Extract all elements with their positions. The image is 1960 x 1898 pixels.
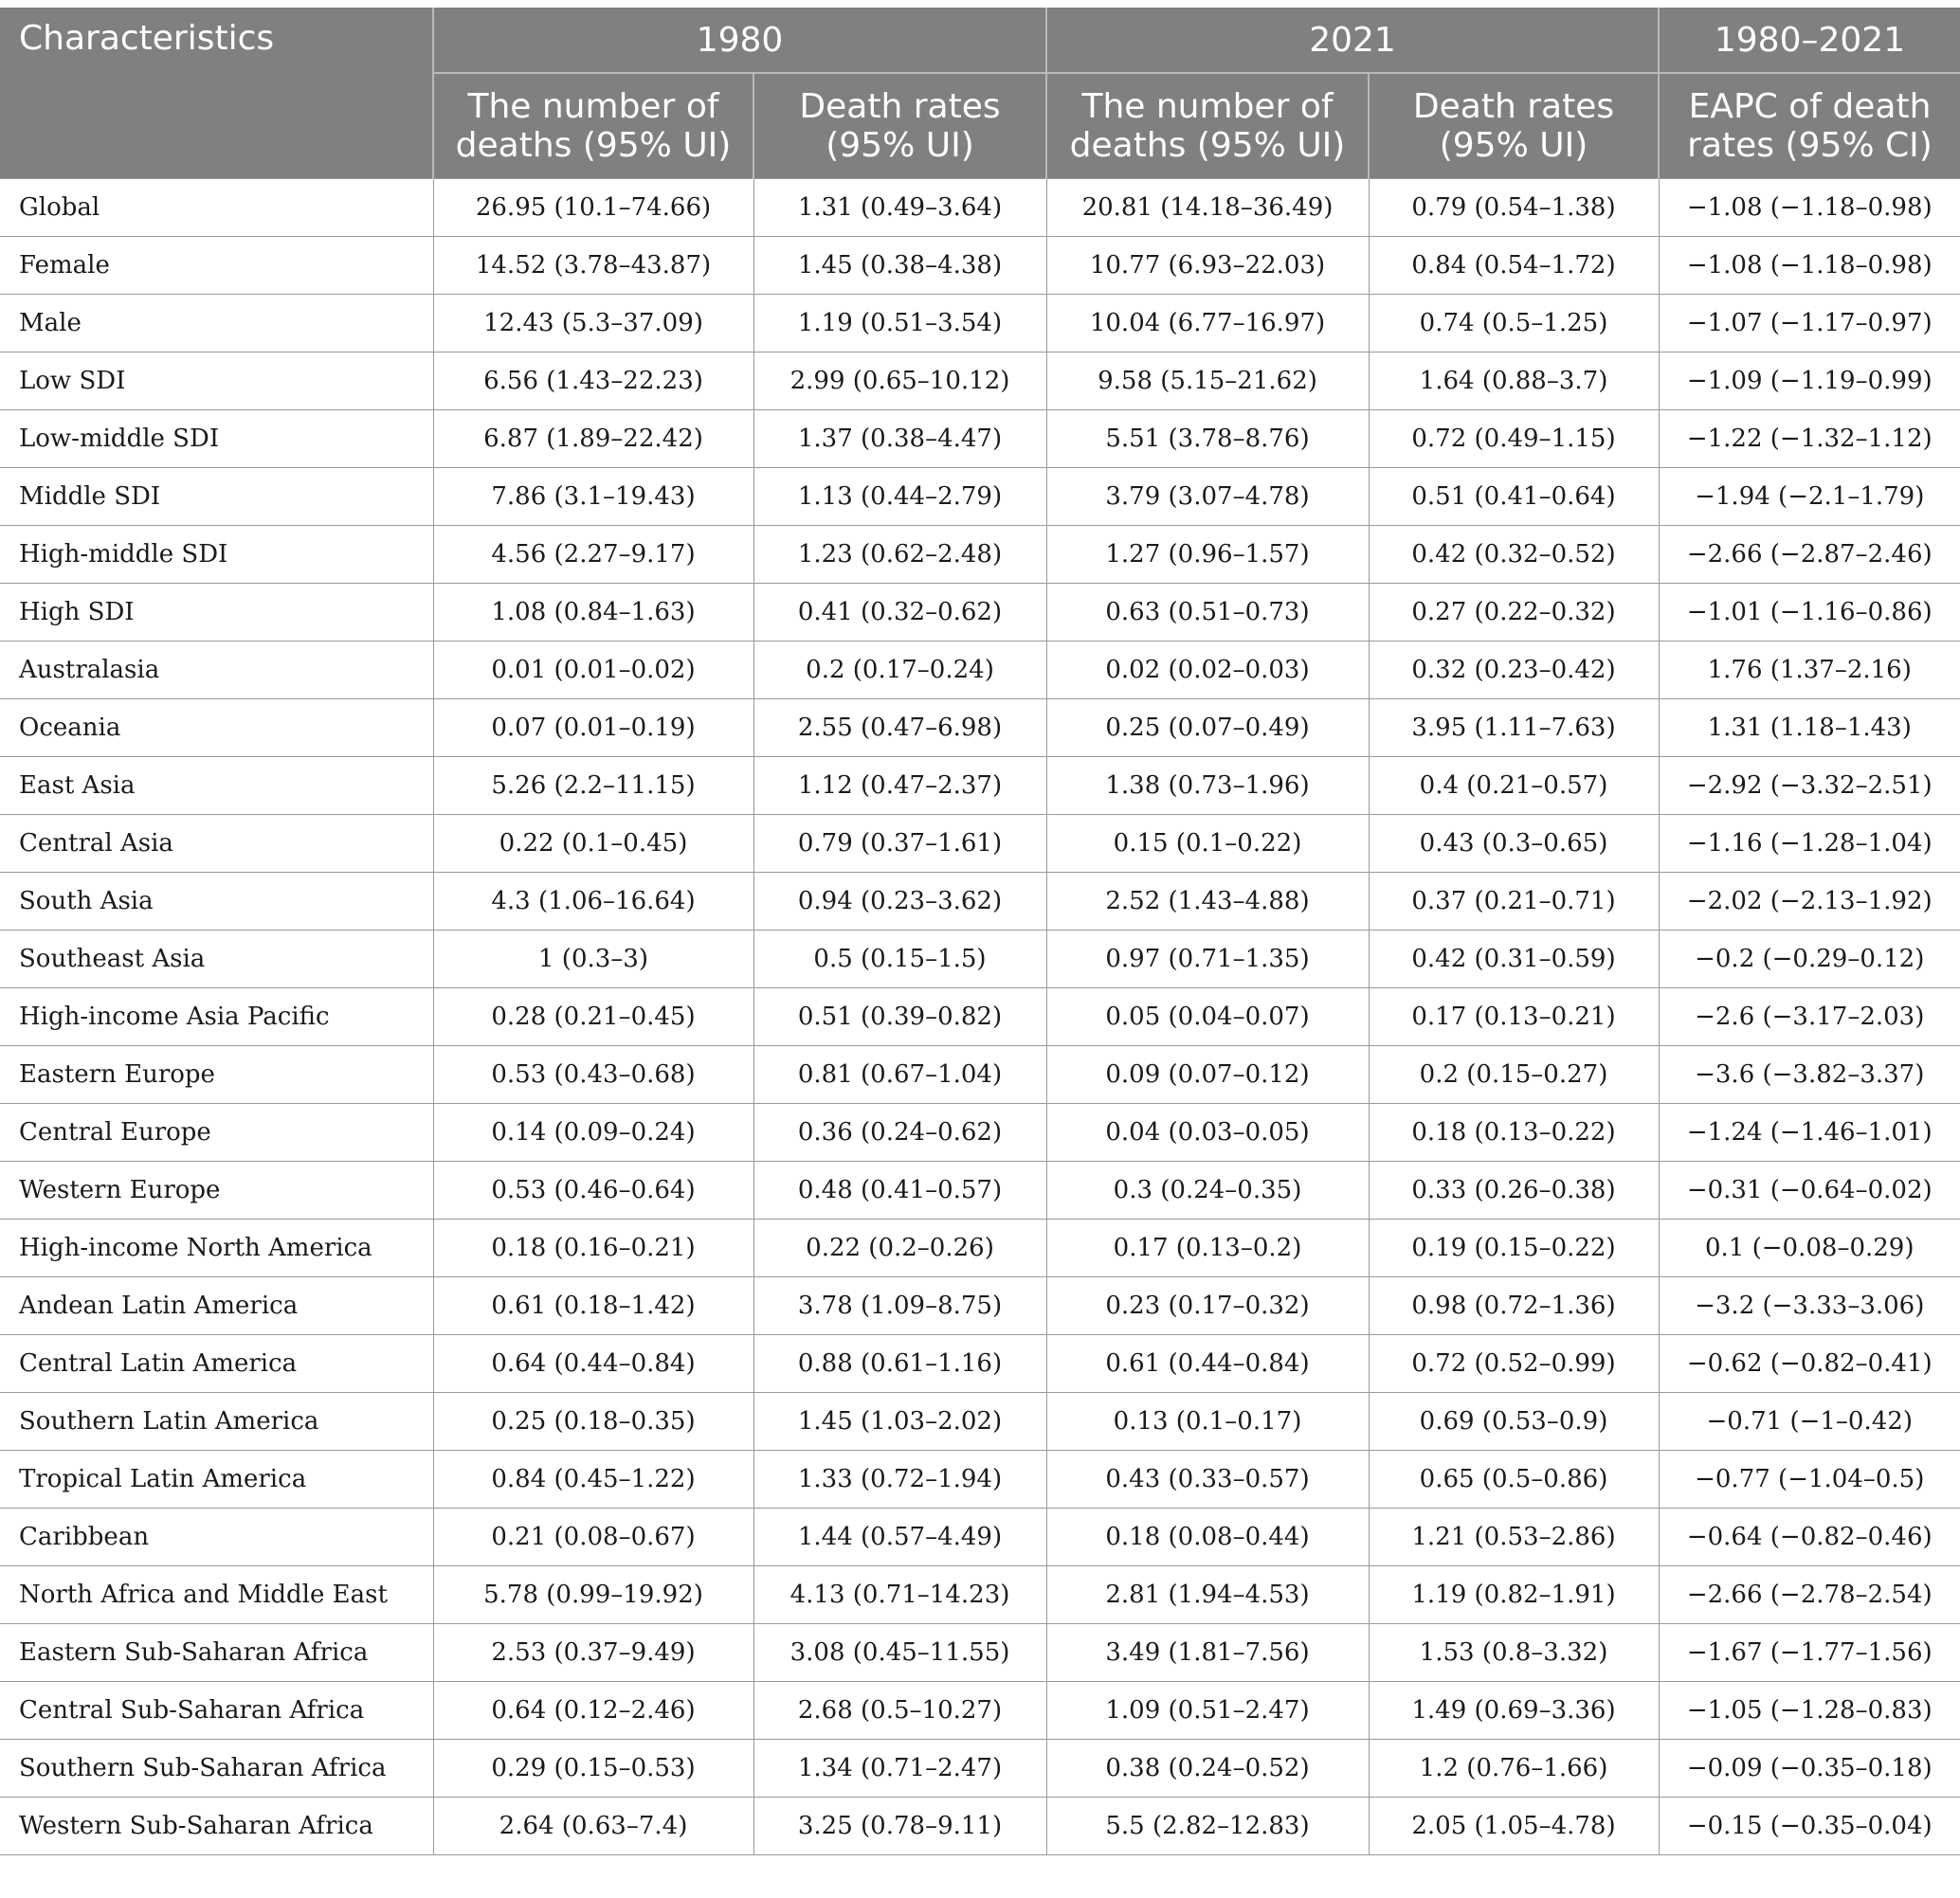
table-cell: 0.43 (0.33–0.57) [1046, 1451, 1369, 1509]
table-cell: 0.69 (0.53–0.9) [1369, 1393, 1659, 1451]
row-label: Central Europe [0, 1104, 433, 1162]
table-row [0, 410, 1960, 468]
table-cell: 0.19 (0.15–0.22) [1369, 1220, 1659, 1277]
table-cell: −2.6 (−3.17–2.03) [1659, 988, 1960, 1046]
table-row [0, 988, 1960, 1046]
table-cell: 0.01 (0.01–0.02) [433, 642, 753, 699]
row-label: Female [0, 237, 433, 295]
table-cell: 1.12 (0.47–2.37) [753, 757, 1046, 815]
table-cell: 0.65 (0.5–0.86) [1369, 1451, 1659, 1509]
table-cell: 0.48 (0.41–0.57) [753, 1162, 1046, 1220]
table-cell: 6.56 (1.43–22.23) [433, 352, 753, 410]
table-cell: 3.25 (0.78–9.11) [753, 1798, 1046, 1855]
table-row [0, 1104, 1960, 1162]
table-cell: −0.09 (−0.35–0.18) [1659, 1740, 1960, 1798]
table-cell: 0.4 (0.21–0.57) [1369, 757, 1659, 815]
table-header [0, 8, 1960, 179]
table-row [0, 526, 1960, 584]
table-cell: 1.2 (0.76–1.66) [1369, 1740, 1659, 1798]
row-label: High-middle SDI [0, 526, 433, 584]
table-cell: 7.86 (3.1–19.43) [433, 468, 753, 526]
subheader-rates-2021: Death rates (95% UI) [1369, 73, 1659, 179]
table-cell: 0.18 (0.13–0.22) [1369, 1104, 1659, 1162]
row-label: Global [0, 179, 433, 237]
table-row [0, 1220, 1960, 1277]
table-cell: 4.56 (2.27–9.17) [433, 526, 753, 584]
table-cell: −1.09 (−1.19–0.99) [1659, 352, 1960, 410]
row-label: High-income North America [0, 1220, 433, 1277]
table-cell: 1.44 (0.57–4.49) [753, 1509, 1046, 1566]
table-container [0, 8, 1960, 1855]
table-cell: −0.71 (−1–0.42) [1659, 1393, 1960, 1451]
row-label: Low SDI [0, 352, 433, 410]
table-cell: 5.51 (3.78–8.76) [1046, 410, 1369, 468]
table-cell: 0.23 (0.17–0.32) [1046, 1277, 1369, 1335]
table-row [0, 1162, 1960, 1220]
table-cell: 3.78 (1.09–8.75) [753, 1277, 1046, 1335]
header-group-1980-2021: 1980–2021 [1659, 8, 1960, 73]
table-row [0, 642, 1960, 699]
row-label: East Asia [0, 757, 433, 815]
row-label: Male [0, 295, 433, 352]
table-row [0, 1277, 1960, 1335]
table-cell: 0.97 (0.71–1.35) [1046, 931, 1369, 988]
table-cell: 6.87 (1.89–22.42) [433, 410, 753, 468]
table-cell: 1 (0.3–3) [433, 931, 753, 988]
row-label: Central Sub-Saharan Africa [0, 1682, 433, 1740]
row-label: Oceania [0, 699, 433, 757]
table-cell: −1.05 (−1.28–0.83) [1659, 1682, 1960, 1740]
row-label: Southern Latin America [0, 1393, 433, 1451]
table-cell: −1.67 (−1.77–1.56) [1659, 1624, 1960, 1682]
table-cell: 9.58 (5.15–21.62) [1046, 352, 1369, 410]
table-cell: 0.13 (0.1–0.17) [1046, 1393, 1369, 1451]
table-cell: 0.2 (0.17–0.24) [753, 642, 1046, 699]
table-cell: 1.23 (0.62–2.48) [753, 526, 1046, 584]
table-cell: 0.79 (0.54–1.38) [1369, 179, 1659, 237]
table-cell: −0.2 (−0.29–0.12) [1659, 931, 1960, 988]
row-label: Middle SDI [0, 468, 433, 526]
row-label: Tropical Latin America [0, 1451, 433, 1509]
row-label: Andean Latin America [0, 1277, 433, 1335]
table-row [0, 1451, 1960, 1509]
table-cell: 1.33 (0.72–1.94) [753, 1451, 1046, 1509]
table-cell: 0.3 (0.24–0.35) [1046, 1162, 1369, 1220]
table-cell: 0.37 (0.21–0.71) [1369, 873, 1659, 931]
table-row [0, 1509, 1960, 1566]
table-cell: 1.53 (0.8–3.32) [1369, 1624, 1659, 1682]
row-label: Australasia [0, 642, 433, 699]
table-cell: −1.08 (−1.18–0.98) [1659, 237, 1960, 295]
row-label: Low-middle SDI [0, 410, 433, 468]
table-cell: 0.25 (0.07–0.49) [1046, 699, 1369, 757]
table-cell: 2.05 (1.05–4.78) [1369, 1798, 1659, 1855]
table-cell: 0.79 (0.37–1.61) [753, 815, 1046, 873]
header-characteristics: Characteristics [0, 8, 433, 179]
table-cell: 0.22 (0.1–0.45) [433, 815, 753, 873]
table-cell: 0.61 (0.44–0.84) [1046, 1335, 1369, 1393]
table-cell: 0.36 (0.24–0.62) [753, 1104, 1046, 1162]
table-cell: 0.15 (0.1–0.22) [1046, 815, 1369, 873]
row-label: High SDI [0, 584, 433, 642]
subheader-deaths-1980: The number of deaths (95% UI) [433, 73, 753, 179]
table-row [0, 931, 1960, 988]
table-cell: −1.01 (−1.16–0.86) [1659, 584, 1960, 642]
table-cell: 1.49 (0.69–3.36) [1369, 1682, 1659, 1740]
table-cell: 1.31 (1.18–1.43) [1659, 699, 1960, 757]
table-cell: −0.62 (−0.82–0.41) [1659, 1335, 1960, 1393]
table-cell: −0.31 (−0.64–0.02) [1659, 1162, 1960, 1220]
table-row [0, 873, 1960, 931]
row-label: Southern Sub-Saharan Africa [0, 1740, 433, 1798]
table-cell: 0.72 (0.49–1.15) [1369, 410, 1659, 468]
data-table [0, 8, 1960, 1855]
table-cell: 26.95 (10.1–74.66) [433, 179, 753, 237]
table-cell: −1.22 (−1.32–1.12) [1659, 410, 1960, 468]
row-label: High-income Asia Pacific [0, 988, 433, 1046]
table-row [0, 1046, 1960, 1104]
table-cell: 0.94 (0.23–3.62) [753, 873, 1046, 931]
table-cell: 1.45 (0.38–4.38) [753, 237, 1046, 295]
table-cell: 0.28 (0.21–0.45) [433, 988, 753, 1046]
table-row [0, 815, 1960, 873]
table-cell: −1.08 (−1.18–0.98) [1659, 179, 1960, 237]
table-cell: −0.15 (−0.35–0.04) [1659, 1798, 1960, 1855]
table-cell: 10.04 (6.77–16.97) [1046, 295, 1369, 352]
table-row [0, 295, 1960, 352]
table-cell: −1.24 (−1.46–1.01) [1659, 1104, 1960, 1162]
table-cell: 0.09 (0.07–0.12) [1046, 1046, 1369, 1104]
table-cell: 0.04 (0.03–0.05) [1046, 1104, 1369, 1162]
table-cell: −3.2 (−3.33–3.06) [1659, 1277, 1960, 1335]
table-cell: 0.07 (0.01–0.19) [433, 699, 753, 757]
table-cell: 5.5 (2.82–12.83) [1046, 1798, 1369, 1855]
header-group-1980: 1980 [433, 8, 1046, 73]
table-cell: 0.42 (0.32–0.52) [1369, 526, 1659, 584]
table-cell: 20.81 (14.18–36.49) [1046, 179, 1369, 237]
table-cell: 0.2 (0.15–0.27) [1369, 1046, 1659, 1104]
table-cell: 5.26 (2.2–11.15) [433, 757, 753, 815]
table-row [0, 1624, 1960, 1682]
row-label: Central Latin America [0, 1335, 433, 1393]
table-cell: −2.66 (−2.78–2.54) [1659, 1566, 1960, 1624]
table-cell: 0.98 (0.72–1.36) [1369, 1277, 1659, 1335]
header-group-2021: 2021 [1046, 8, 1659, 73]
table-cell: 0.51 (0.39–0.82) [753, 988, 1046, 1046]
table-cell: 0.18 (0.16–0.21) [433, 1220, 753, 1277]
table-cell: 0.22 (0.2–0.26) [753, 1220, 1046, 1277]
table-cell: −0.77 (−1.04–0.5) [1659, 1451, 1960, 1509]
row-label: Eastern Sub-Saharan Africa [0, 1624, 433, 1682]
table-cell: 1.21 (0.53–2.86) [1369, 1509, 1659, 1566]
table-cell: −1.16 (−1.28–1.04) [1659, 815, 1960, 873]
table-cell: 0.84 (0.45–1.22) [433, 1451, 753, 1509]
table-cell: 1.09 (0.51–2.47) [1046, 1682, 1369, 1740]
table-cell: −2.02 (−2.13–1.92) [1659, 873, 1960, 931]
table-cell: −2.92 (−3.32–2.51) [1659, 757, 1960, 815]
table-cell: 0.5 (0.15–1.5) [753, 931, 1046, 988]
table-cell: 14.52 (3.78–43.87) [433, 237, 753, 295]
row-label: Western Europe [0, 1162, 433, 1220]
table-row [0, 179, 1960, 237]
table-cell: 0.27 (0.22–0.32) [1369, 584, 1659, 642]
subheader-eapc: EAPC of death rates (95% CI) [1659, 73, 1960, 179]
table-cell: 1.27 (0.96–1.57) [1046, 526, 1369, 584]
table-cell: 2.64 (0.63–7.4) [433, 1798, 753, 1855]
table-cell: 0.61 (0.18–1.42) [433, 1277, 753, 1335]
table-cell: 0.18 (0.08–0.44) [1046, 1509, 1369, 1566]
subheader-deaths-2021: The number of deaths (95% UI) [1046, 73, 1369, 179]
table-cell: 4.3 (1.06–16.64) [433, 873, 753, 931]
table-cell: 0.63 (0.51–0.73) [1046, 584, 1369, 642]
table-cell: 1.76 (1.37–2.16) [1659, 642, 1960, 699]
table-row [0, 468, 1960, 526]
row-label: Eastern Europe [0, 1046, 433, 1104]
table-cell: 1.19 (0.82–1.91) [1369, 1566, 1659, 1624]
table-cell: 4.13 (0.71–14.23) [753, 1566, 1046, 1624]
table-row [0, 352, 1960, 410]
table-cell: 0.53 (0.46–0.64) [433, 1162, 753, 1220]
table-cell: 0.14 (0.09–0.24) [433, 1104, 753, 1162]
table-row [0, 699, 1960, 757]
table-cell: 1.34 (0.71–2.47) [753, 1740, 1046, 1798]
table-cell: 0.41 (0.32–0.62) [753, 584, 1046, 642]
table-cell: −0.64 (−0.82–0.46) [1659, 1509, 1960, 1566]
table-cell: 0.88 (0.61–1.16) [753, 1335, 1046, 1393]
table-cell: 0.05 (0.04–0.07) [1046, 988, 1369, 1046]
table-cell: 5.78 (0.99–19.92) [433, 1566, 753, 1624]
table-row [0, 584, 1960, 642]
table-cell: 0.42 (0.31–0.59) [1369, 931, 1659, 988]
table-body [0, 179, 1960, 1855]
table-cell: 0.51 (0.41–0.64) [1369, 468, 1659, 526]
table-row [0, 1566, 1960, 1624]
table-cell: −1.94 (−2.1–1.79) [1659, 468, 1960, 526]
table-cell: 0.38 (0.24–0.52) [1046, 1740, 1369, 1798]
table-cell: −2.66 (−2.87–2.46) [1659, 526, 1960, 584]
table-cell: 0.84 (0.54–1.72) [1369, 237, 1659, 295]
table-row [0, 757, 1960, 815]
row-label: South Asia [0, 873, 433, 931]
table-cell: 0.53 (0.43–0.68) [433, 1046, 753, 1104]
table-cell: 0.33 (0.26–0.38) [1369, 1162, 1659, 1220]
table-cell: 2.81 (1.94–4.53) [1046, 1566, 1369, 1624]
table-cell: 0.81 (0.67–1.04) [753, 1046, 1046, 1104]
table-row [0, 1682, 1960, 1740]
table-cell: 0.64 (0.12–2.46) [433, 1682, 753, 1740]
table-cell: 0.25 (0.18–0.35) [433, 1393, 753, 1451]
table-row [0, 1798, 1960, 1855]
table-cell: 12.43 (5.3–37.09) [433, 295, 753, 352]
table-cell: 3.49 (1.81–7.56) [1046, 1624, 1369, 1682]
table-cell: 10.77 (6.93–22.03) [1046, 237, 1369, 295]
table-cell: 2.55 (0.47–6.98) [753, 699, 1046, 757]
table-cell: 0.29 (0.15–0.53) [433, 1740, 753, 1798]
table-cell: 2.53 (0.37–9.49) [433, 1624, 753, 1682]
subheader-rates-1980: Death rates (95% UI) [753, 73, 1046, 179]
table-cell: 1.38 (0.73–1.96) [1046, 757, 1369, 815]
table-cell: 0.17 (0.13–0.2) [1046, 1220, 1369, 1277]
table-cell: 0.43 (0.3–0.65) [1369, 815, 1659, 873]
table-cell: 0.21 (0.08–0.67) [433, 1509, 753, 1566]
table-cell: 0.17 (0.13–0.21) [1369, 988, 1659, 1046]
table-row [0, 1740, 1960, 1798]
table-cell: 2.68 (0.5–10.27) [753, 1682, 1046, 1740]
table-cell: 2.52 (1.43–4.88) [1046, 873, 1369, 931]
table-cell: −3.6 (−3.82–3.37) [1659, 1046, 1960, 1104]
table-row [0, 1335, 1960, 1393]
row-label: Western Sub-Saharan Africa [0, 1798, 433, 1855]
table-cell: 3.79 (3.07–4.78) [1046, 468, 1369, 526]
table-cell: 0.72 (0.52–0.99) [1369, 1335, 1659, 1393]
table-cell: 2.99 (0.65–10.12) [753, 352, 1046, 410]
row-label: Central Asia [0, 815, 433, 873]
table-row [0, 1393, 1960, 1451]
row-label: Southeast Asia [0, 931, 433, 988]
table-cell: 0.64 (0.44–0.84) [433, 1335, 753, 1393]
table-cell: 0.02 (0.02–0.03) [1046, 642, 1369, 699]
table-cell: 1.13 (0.44–2.79) [753, 468, 1046, 526]
row-label: Caribbean [0, 1509, 433, 1566]
table-cell: 1.31 (0.49–3.64) [753, 179, 1046, 237]
table-cell: 3.08 (0.45–11.55) [753, 1624, 1046, 1682]
table-cell: 1.64 (0.88–3.7) [1369, 352, 1659, 410]
row-label: North Africa and Middle East [0, 1566, 433, 1624]
table-cell: 1.08 (0.84–1.63) [433, 584, 753, 642]
table-cell: 0.1 (−0.08–0.29) [1659, 1220, 1960, 1277]
table-row [0, 237, 1960, 295]
table-cell: 1.37 (0.38–4.47) [753, 410, 1046, 468]
table-cell: 1.19 (0.51–3.54) [753, 295, 1046, 352]
table-cell: −1.07 (−1.17–0.97) [1659, 295, 1960, 352]
table-cell: 0.74 (0.5–1.25) [1369, 295, 1659, 352]
table-cell: 1.45 (1.03–2.02) [753, 1393, 1046, 1451]
table-cell: 3.95 (1.11–7.63) [1369, 699, 1659, 757]
table-cell: 0.32 (0.23–0.42) [1369, 642, 1659, 699]
